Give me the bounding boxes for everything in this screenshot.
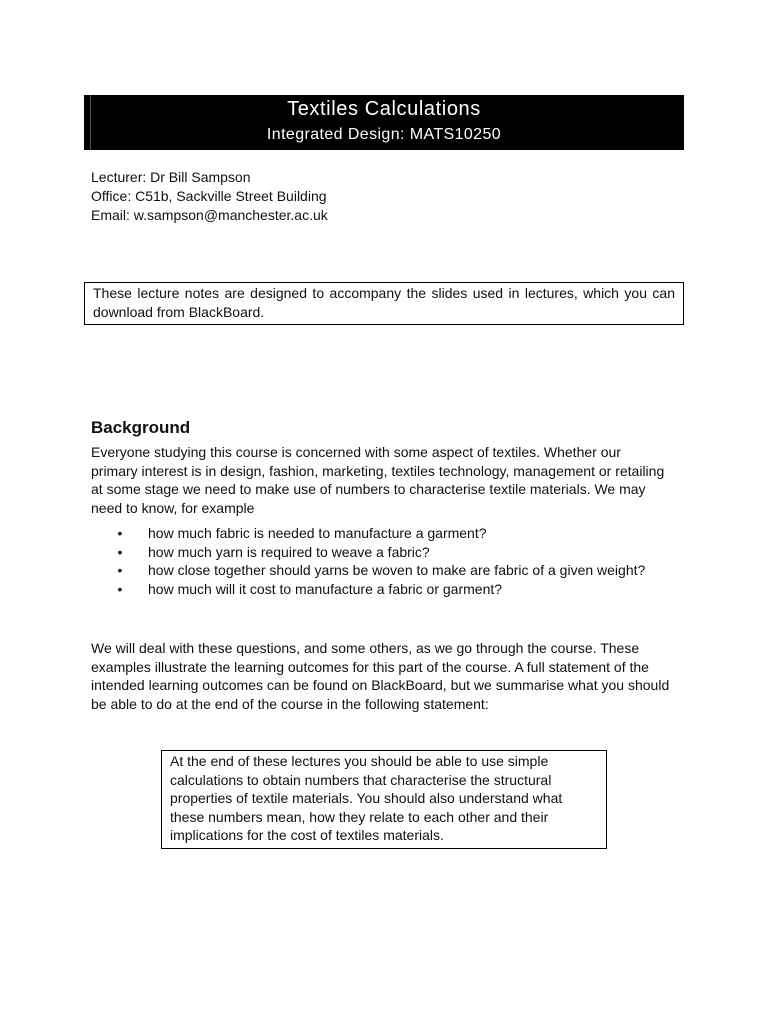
list-item	[91, 543, 671, 562]
title-banner	[84, 95, 684, 150]
list-item	[91, 561, 671, 580]
list-item-text: how close together should yarns be woven to make are fabric of a given weight?	[148, 562, 646, 578]
list-item	[91, 580, 671, 599]
list-item-text: how much fabric is needed to manufacture a garment?	[148, 525, 487, 541]
list-item-text: how much will it cost to manufacture a fabric or garment?	[148, 580, 503, 597]
office-line: Office: C51b, Sackville Street Building	[91, 188, 327, 204]
list-item-text: how much yarn is required to weave a fabric?	[148, 543, 430, 560]
list-item	[91, 524, 671, 543]
bullet-icon: •	[117, 525, 123, 541]
question-list	[91, 524, 671, 598]
background-intro-paragraph: Everyone studying this course is concerned with some aspect of textiles. Whether our primary interest is in design, fashion, marketing, textiles technology, management or retailing at some stage we need to make use of numbers to characterise textile materials. We may need to know, for example	[91, 444, 665, 516]
contact-block	[91, 168, 328, 225]
bullet-icon: •	[117, 580, 123, 597]
email-line: Email: w.sampson@manchester.ac.uk	[91, 207, 328, 223]
learning-outcomes-paragraph: We will deal with these questions, and some others, as we go through the course. These examples illustrate the learning outcomes for this part of the course. A full statement of the intended learning outcomes can be found on BlackBoard, but we summarise what you should be able to do at the end of the course in the following statement:	[91, 640, 670, 712]
bullet-icon: •	[117, 543, 123, 560]
course-subtitle: Integrated Design: MATS10250	[266, 126, 502, 143]
background-heading: Background	[91, 418, 191, 437]
bullet-icon: •	[117, 562, 123, 578]
learning-outcome-box: At the end of these lectures you should be able to use simple calculations to obtain numbers that characterise the structural properties of textile materials. You should also understand what these numbers mean, how they relate to each other and their implications for the cost of textiles materials.	[161, 750, 607, 849]
lecturer-line: Lecturer: Dr Bill Sampson	[91, 169, 251, 185]
lecture-notes-box: These lecture notes are designed to accompany the slides used in lectures, which you can download from BlackBoard.	[84, 282, 684, 325]
document-title: Textiles Calculations	[287, 98, 481, 120]
